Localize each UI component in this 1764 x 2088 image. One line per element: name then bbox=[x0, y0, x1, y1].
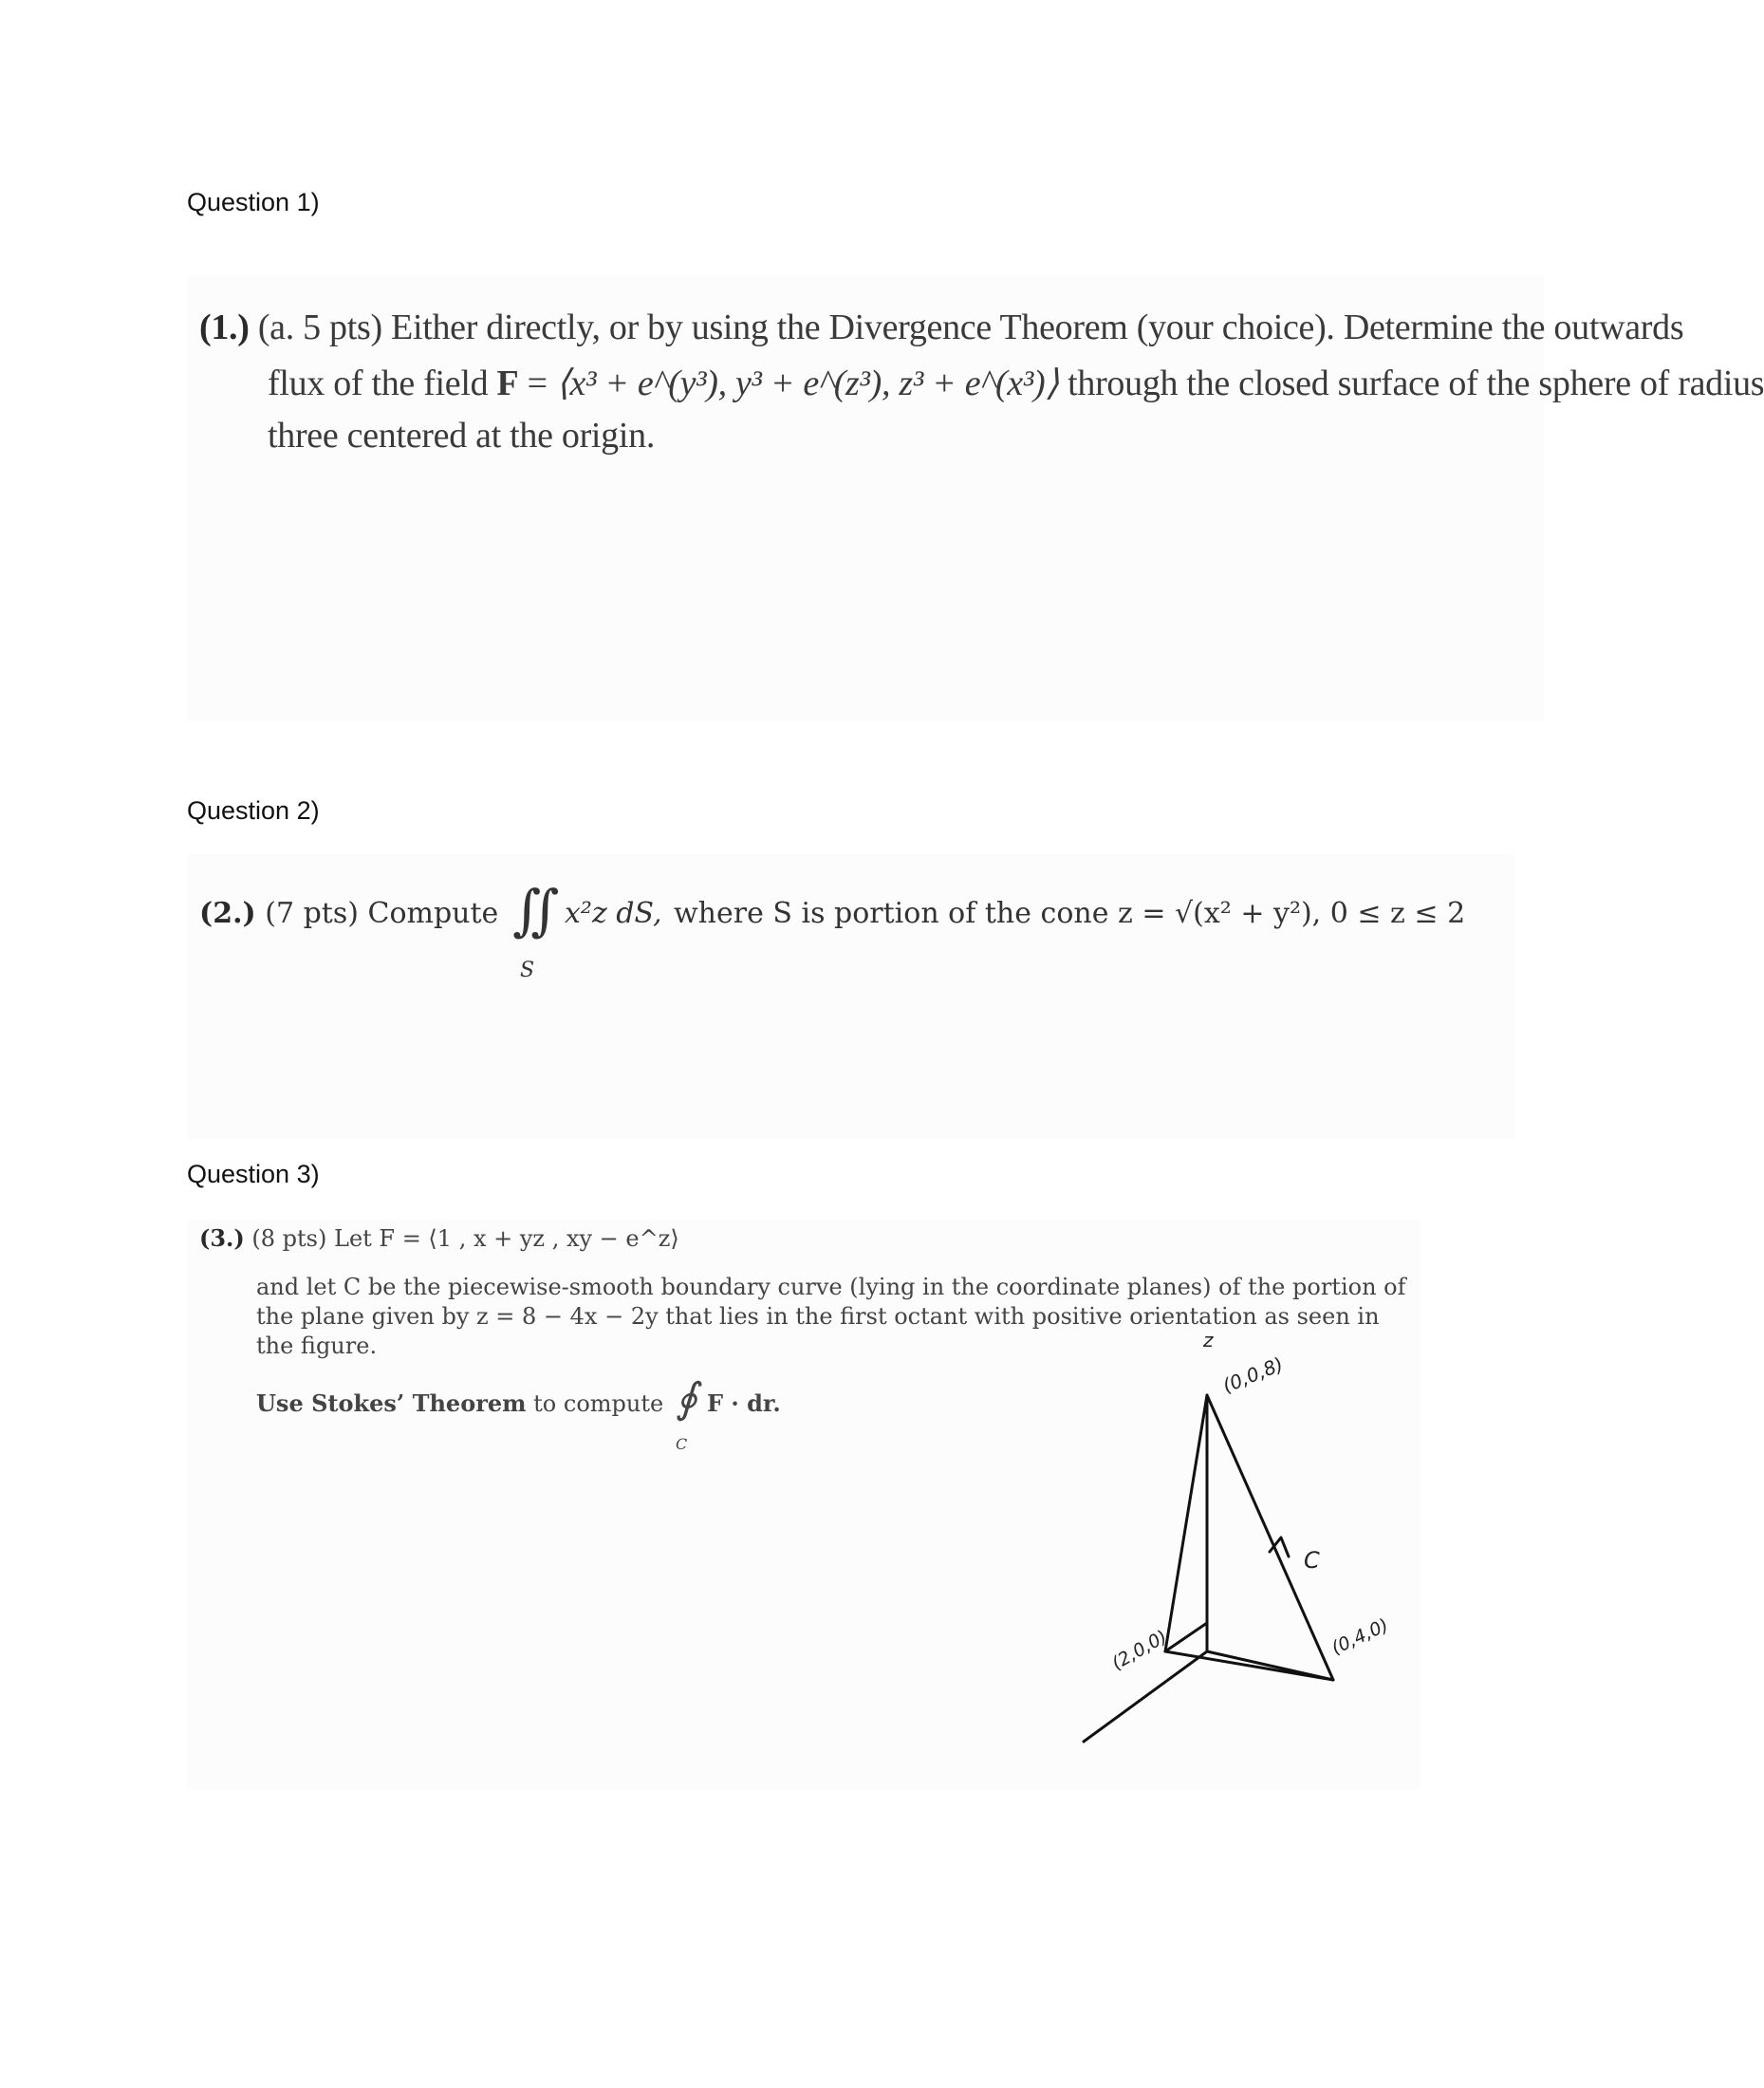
q1-line-2 bbox=[268, 362, 1764, 404]
q3-contour-subscript: C bbox=[676, 1435, 688, 1453]
q3-line-2: and let C be the piecewise-smooth boundary curve (lying in the coordinate planes) of the portion of bbox=[256, 1274, 1406, 1300]
edge-y-to-z bbox=[1207, 1395, 1333, 1680]
q2-rest: where S is portion of the cone z = √(x² + y²), 0 ≤ z ≤ 2 bbox=[674, 897, 1466, 930]
q3-octant-figure bbox=[1044, 1329, 1442, 1765]
q3-fig-top-point: (0,0,8) bbox=[1219, 1352, 1287, 1398]
q1-field-vector: ⟨x³ + e^(y³), y³ + e^(z³), z³ + e^(x³)⟩ bbox=[556, 364, 1059, 403]
q2-line-1 bbox=[199, 897, 498, 930]
edge-z-to-x bbox=[1165, 1395, 1207, 1651]
q3-line-4: the figure. bbox=[256, 1333, 378, 1359]
q2-verb: Compute bbox=[367, 897, 499, 930]
q3-fig-curve-label: C bbox=[1304, 1547, 1320, 1574]
q3-fig-z-label: z bbox=[1203, 1329, 1214, 1352]
q3-contour-integrand: F · dr. bbox=[707, 1389, 781, 1417]
q1-line1-text: Either directly, or by using the Divergence Theorem (your choice). Determine the outwards bbox=[391, 308, 1684, 347]
q3-line-3: the plane given by z = 8 − 4x − 2y that lies in the first octant with positive orientation as seen in bbox=[256, 1303, 1380, 1330]
q3-stokes-bold: Use Stokes’ Theorem bbox=[256, 1389, 527, 1417]
q2-integrand: x²z dS, bbox=[565, 897, 662, 930]
q1-line2-suffix: through the closed surface of the sphere of radius bbox=[1068, 364, 1764, 403]
q3-fig-y-point: (0,4,0) bbox=[1328, 1614, 1392, 1659]
q2-double-integral-icon: ∬ bbox=[512, 878, 560, 942]
q1-equals: = bbox=[527, 364, 548, 403]
q3-field-def: Let F = ⟨1 , x + yz , xy − e^z⟩ bbox=[334, 1225, 679, 1252]
q2-integral-subscript: S bbox=[520, 959, 535, 982]
q3-number: (3.) bbox=[199, 1224, 245, 1252]
question-1-heading: Question 1) bbox=[187, 188, 320, 216]
q3-points: (8 pts) bbox=[251, 1225, 327, 1252]
q1-line-3: three centered at the origin. bbox=[268, 416, 656, 456]
q3-contour-integral-icon: ∮ bbox=[676, 1374, 697, 1423]
q3-fig-x-point: (2,0,0) bbox=[1108, 1626, 1171, 1675]
question-3-heading: Question 3) bbox=[187, 1160, 320, 1188]
q3-stokes-rest: to compute bbox=[533, 1390, 664, 1417]
q1-line2-prefix: flux of the field bbox=[268, 364, 489, 403]
q3-line-1 bbox=[199, 1224, 679, 1252]
q1-number: (1.) bbox=[199, 308, 250, 347]
edge-x-to-y bbox=[1165, 1651, 1333, 1680]
question-2-heading: Question 2) bbox=[187, 796, 320, 825]
q1-field-symbol: F bbox=[496, 364, 519, 403]
q3-stokes-line bbox=[256, 1389, 663, 1417]
q1-line-1 bbox=[199, 307, 1683, 348]
x-axis bbox=[1084, 1651, 1207, 1742]
q1-points: (a. 5 pts) bbox=[257, 308, 382, 347]
q2-points: (7 pts) bbox=[265, 897, 359, 930]
q2-number: (2.) bbox=[199, 897, 256, 930]
